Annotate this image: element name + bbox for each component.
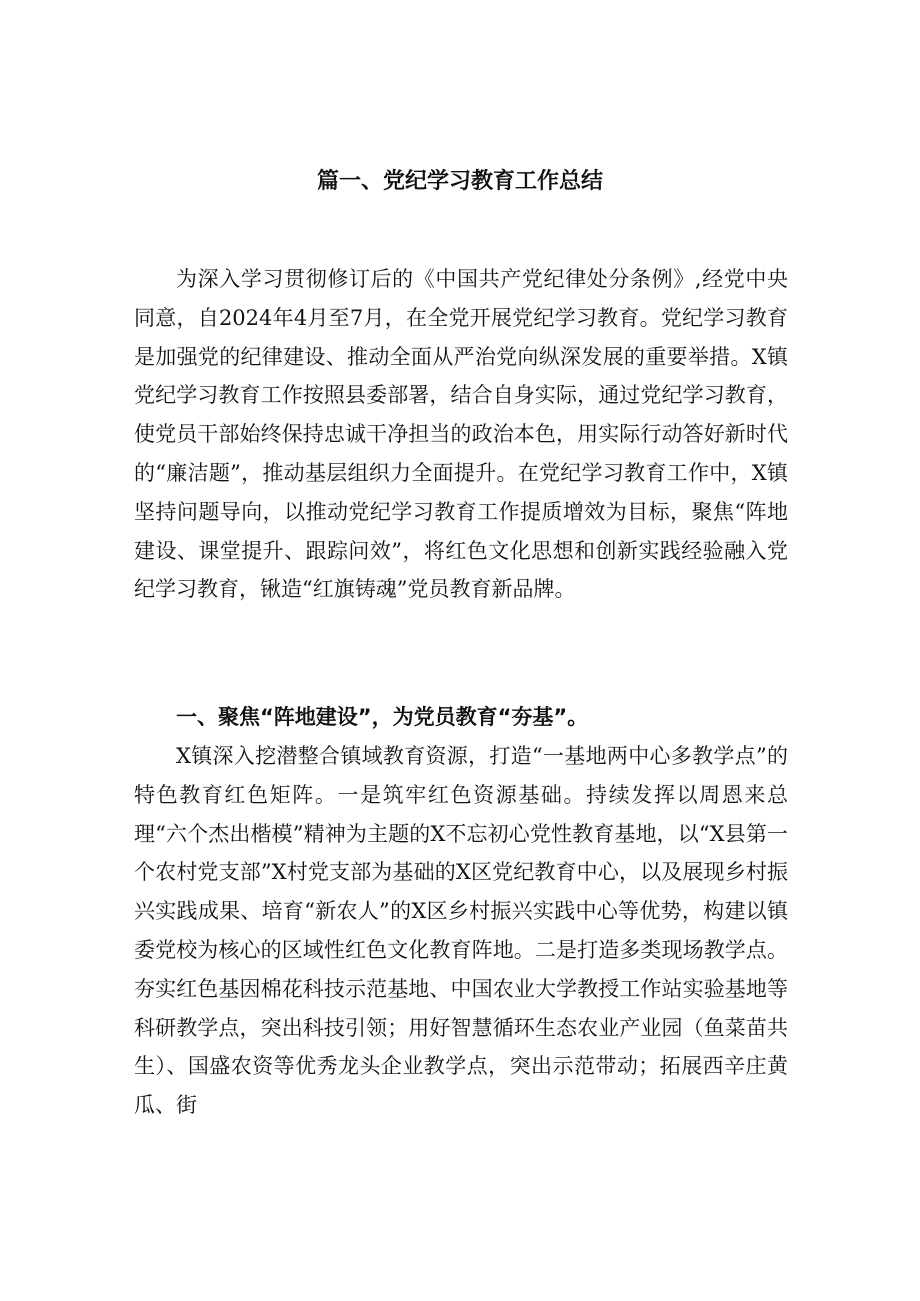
document-title: 篇一、党纪学习教育工作总结 xyxy=(316,169,603,194)
intro-paragraph: 为深入学习贯彻修订后的《中国共产党纪律处分条例》,经党中央同意，自2024年4月至7月，在全党开展党纪学习教育。党纪学习教育是加强党的纪律建设、推动全面从严治党向纵深发展的重要举措。X镇党纪学习教育工作按照县委部署，结合自身实际，通过党纪学习教育，使党员干部始终保持忠诚干净担当的政治本色，用实际行动答好新时代的“廉洁题”，推动基层组织力全面提升。在党纪学习教育工作中，X镇坚持问题导向，以推动党纪学习教育工作提质增效为目标，聚焦“阵地建设、课堂提升、跟踪问效”，将红色文化思想和创新实践经验融入党纪学习教育，锹造“红旗铸魂”党员教育新品牌。 xyxy=(134,267,788,602)
section-1-paragraph: X镇深入挖潜整合镇域教育资源，打造“一基地两中心多教学点”的特色教育红色矩阵。一是筑牢红色资源基础。持续发挥以周恩来总理“六个杰出楷模”精神为主题的X不忘初心党性教育基地，以“X县第一个农村党支部”X村党支部为基础的X区党纪教育中心，以及展现乡村振兴实践成果、培育“新农人”的X区乡村振兴实践中心等优势，构建以镇委党校为核心的区域性红色文化教育阵地。二是打造多类现场教学点。夯实红色基因棉花科技示范基地、中国农业大学教授工作站实验基地等科研教学点，突出科技引领；用好智慧循环生态农业产业园（鱼菜苗共生）、国盛农资等优秀龙头企业教学点，突出示范带动；拓展西辛庄黄瓜、街 xyxy=(134,744,788,1118)
section-heading-1: 一、聚焦“阵地建设”，为党员教育“夯基”。 xyxy=(176,705,589,729)
